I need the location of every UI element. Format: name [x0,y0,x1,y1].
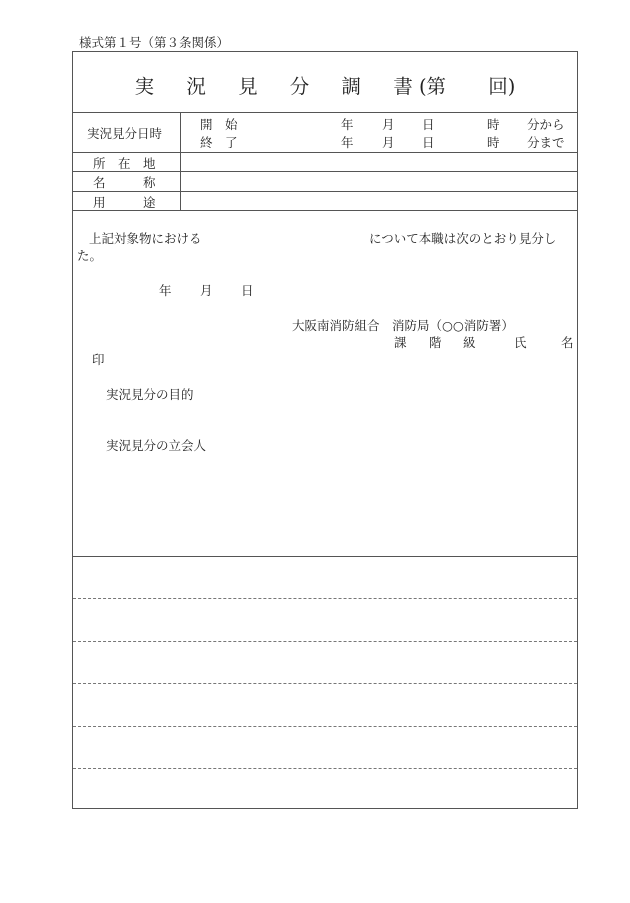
rank-level: 級 [463,335,476,350]
start-hour: 時 [487,117,500,132]
usage-label: 用 途 [93,195,156,210]
start-minute: 分から [527,117,565,132]
purpose-label: 実況見分の目的 [106,387,194,402]
start-month: 月 [382,117,395,132]
intro-text-left: 上記対象物における [89,231,202,246]
title-count-open: (第 [418,75,447,98]
officer-name-2: 名 [561,335,574,350]
ruled-line [73,768,577,769]
column-divider [180,112,181,210]
intro-text-right: について本職は次のとおり見分し [369,231,557,246]
location-label: 所 在 地 [93,156,156,171]
organization: 大阪南消防組合 消防局（○○消防署） [292,318,514,333]
intro-text-continued: た。 [77,248,103,263]
end-minute: 分まで [527,135,565,150]
ruled-line [73,598,577,599]
ruled-line [73,726,577,727]
title-char: 調 [341,75,362,98]
title-char: 実 [134,75,155,98]
date-year: 年 [159,283,172,298]
title-char: 分 [289,75,310,98]
rank-grade: 階 [429,335,442,350]
title-char: 見 [238,75,258,98]
date-month: 月 [200,283,213,298]
end-hour: 時 [487,135,500,150]
witness-label: 実況見分の立会人 [106,438,207,453]
seal-mark: 印 [92,352,105,367]
title-char: 書 [393,75,413,98]
ruled-line [73,641,577,642]
date-day: 日 [241,283,254,298]
officer-name-1: 氏 [514,335,527,350]
start-label: 開 始 [200,117,238,132]
divider [73,112,577,113]
datetime-label: 実況見分日時 [87,126,163,141]
form-title [73,71,577,99]
start-day: 日 [422,117,435,132]
title-count-close: 回) [488,75,516,98]
divider [73,191,577,192]
rank-section: 課 [394,335,407,350]
ruled-line [73,683,577,684]
title-char: 況 [186,75,206,98]
name-label: 名 称 [93,175,156,190]
divider [73,152,577,153]
form-number-label: 様式第１号（第３条関係） [79,35,230,50]
end-month: 月 [382,135,395,150]
end-year: 年 [341,135,354,150]
inspection-report-form [72,51,578,809]
end-label: 終 了 [200,135,238,150]
start-year: 年 [341,117,354,132]
end-day: 日 [422,135,435,150]
divider [73,556,577,557]
